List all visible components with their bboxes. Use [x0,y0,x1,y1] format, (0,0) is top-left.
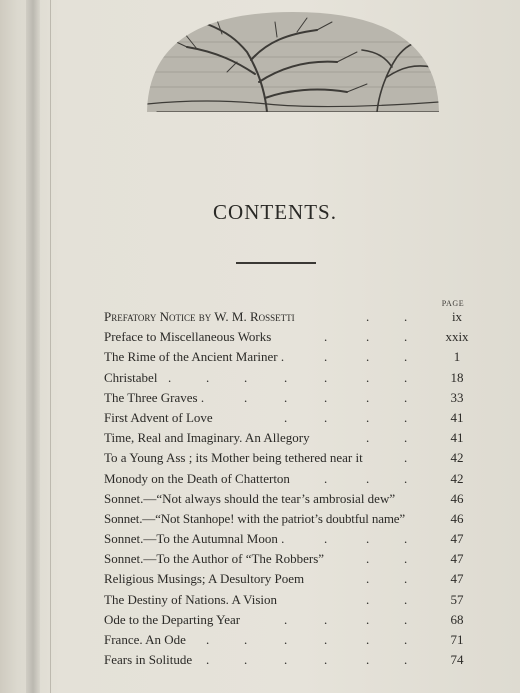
toc-entry-page: 47 [450,551,464,567]
leader-dot: . [284,652,288,668]
toc-entry[interactable] [104,428,482,448]
leader-dot: . [366,591,370,607]
toc-entry-page: ix [451,309,463,324]
leader-dot: . [404,632,408,647]
leader-dot: . [404,470,408,486]
leader-dot: . [366,430,370,446]
toc-entry[interactable] [104,448,482,468]
leader-dot: . [284,611,288,627]
leader-dot: . [324,369,328,385]
toc-entry-title: Religious Musings; A Desultory Poem [104,571,305,587]
leader-dot: . [366,369,370,385]
toc-entry-page: 41 [450,430,464,446]
toc-entry-title: Ode to the Departing Year [104,611,241,627]
leader-dot: . [404,551,408,567]
toc-entry-page: xxix [445,329,469,345]
page-column-label: PAGE [441,299,465,308]
leader-dot: . [244,632,248,647]
toc-entry[interactable] [104,549,482,569]
leader-dot: . [324,470,328,486]
toc-entry[interactable] [104,307,482,327]
toc-entry-page: 18 [450,369,464,385]
toc-entry-title: To a Young Ass ; its Mother being tethered near it [104,450,363,466]
toc-entry-title: The Rime of the Ancient Mariner . [104,349,285,365]
leader-dot: . [404,409,408,425]
leader-dot: . [404,611,408,627]
leader-dot: . [366,652,370,668]
toc-entry-page: 41 [450,409,464,425]
toc-entry-title: Monody on the Death of Chatterton [104,470,290,486]
leader-dot: . [244,369,248,385]
toc-entry-title: Sonnet.—“Not Stanhope! with the patriot’s doubtful name” [104,510,406,526]
leader-dot: . [366,551,370,567]
leader-dot: . [284,369,288,385]
toc-entry[interactable] [104,368,482,388]
leader-dot: . [284,632,288,647]
leader-dot: . [324,531,328,547]
leader-dot: . [366,571,370,587]
leader-dot: . [404,349,408,365]
toc-entry-title: Sonnet.—To the Autumnal Moon . [104,531,285,547]
toc-entry[interactable] [104,509,482,529]
leader-dot: . [366,329,370,345]
leader-dot: . [324,409,328,425]
toc-entry[interactable] [104,569,482,589]
toc-entry-title: The Destiny of Nations. A Vision [104,591,278,607]
toc-entry-title: Christabel [104,369,158,385]
toc-entry[interactable] [104,630,482,650]
toc-entry-page: 74 [450,652,464,668]
toc-entry-page: 1 [453,349,461,365]
toc-entry-title: France. An Ode [104,632,186,647]
leader-dot: . [366,470,370,486]
leader-dot: . [324,349,328,365]
toc-entry[interactable] [104,347,482,367]
toc-entry[interactable] [104,650,482,670]
heading-rule [236,262,316,264]
toc-entry-page: 47 [450,571,464,587]
leader-dot: . [366,349,370,365]
table-of-contents [104,307,482,670]
leader-dot: . [324,611,328,627]
leader-dot: . [404,329,408,345]
leader-dot: . [284,409,288,425]
leader-dot: . [404,389,408,405]
toc-entry-title: Time, Real and Imaginary. An Allegory [104,430,310,446]
leader-dot: . [366,409,370,425]
leader-dot: . [206,369,210,385]
toc-entry-page: 42 [450,450,464,466]
leader-dot: . [404,430,408,446]
leader-dot: . [404,652,408,668]
toc-entry-title: Fears in Solitude [104,652,193,668]
leader-dot: . [168,369,172,385]
toc-entry[interactable] [104,388,482,408]
toc-entry-title: The Three Graves . [104,389,205,405]
leader-dot: . [206,652,210,668]
leader-dot: . [366,389,370,405]
toc-entry[interactable] [104,529,482,549]
leader-dot: . [324,389,328,405]
toc-entry-title: Preface to Miscellaneous Works [104,329,272,345]
leader-dot: . [404,591,408,607]
toc-entry-page: 57 [450,591,464,607]
leader-dot: . [324,652,328,668]
toc-entry-page: 42 [450,470,464,486]
leader-dot: . [324,632,328,647]
toc-entry-title: Sonnet.—To the Author of “The Robbers” [104,551,325,567]
toc-entry[interactable] [104,489,482,509]
page-binding-edge [50,0,51,693]
contents-heading: CONTENTS. [213,200,337,224]
leader-dot: . [366,309,370,324]
leader-dot: . [284,389,288,405]
toc-entry-page: 46 [450,490,464,506]
toc-entry-title: First Advent of Love [104,409,213,425]
toc-entry[interactable] [104,469,482,489]
toc-entry[interactable] [104,408,482,428]
leader-dot: . [244,389,248,405]
toc-entry-page: 47 [450,531,464,547]
toc-entry[interactable] [104,590,482,610]
leader-dot: . [404,571,408,587]
toc-entry-page: 71 [450,632,464,647]
leader-dot: . [366,531,370,547]
leader-dot: . [404,531,408,547]
leader-dot: . [366,632,370,647]
toc-entry-title: Prefatory Notice by W. M. Rossetti [104,309,295,324]
toc-entry-page: 33 [450,389,464,405]
toc-entry-page: 68 [450,611,464,627]
leader-dot: . [404,309,408,324]
toc-entry-page: 46 [450,510,464,526]
leader-dot: . [324,329,328,345]
leader-dot: . [244,652,248,668]
toc-entry-title: Sonnet.—“Not always should the tear’s ambrosial dew” [104,490,396,506]
page-gutter-shadow [26,0,40,693]
tree-vignette-illustration [147,12,439,112]
leader-dot: . [206,632,210,647]
leader-dot: . [404,369,408,385]
leader-dot: . [404,450,408,466]
leader-dot: . [366,611,370,627]
toc-entry[interactable] [104,610,482,630]
toc-entry[interactable] [104,327,482,347]
